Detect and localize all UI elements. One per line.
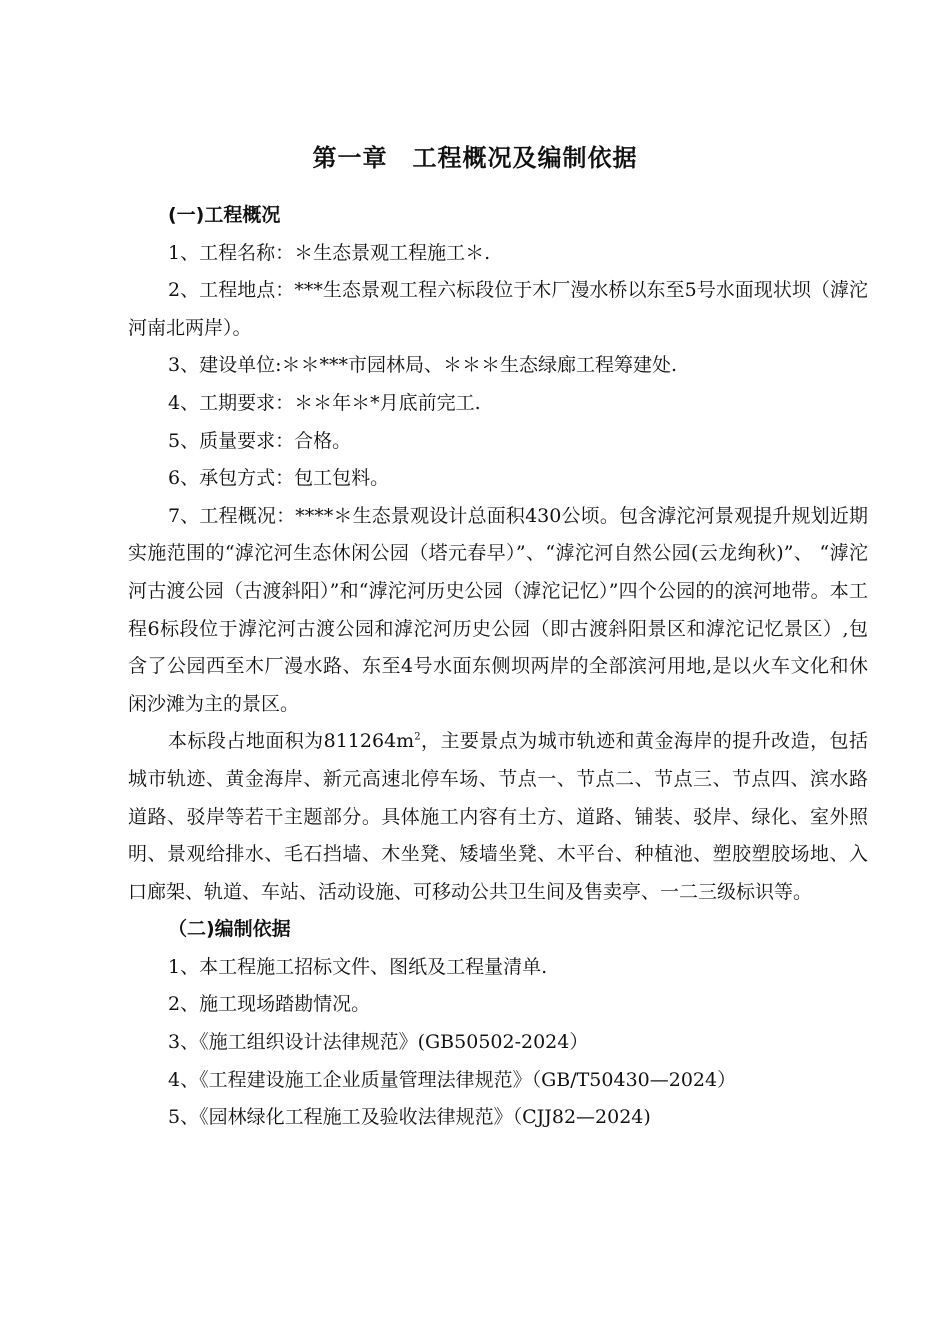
basis-item-3: 3、《施工组织设计法律规范》(GB50502-2024） [168, 1031, 589, 1054]
chapter-title: 第一章 工程概况及编制依据 [312, 144, 638, 172]
area-paragraph [128, 723, 868, 911]
document-body [128, 197, 868, 1137]
overview-item-owner: 3、建设单位:＊＊***市园林局、＊＊＊生态绿廊工程筹建处. [168, 354, 678, 377]
basis-item-5: 5、《园林绿化工程施工及验收法律规范》（CJJ82—2024) [168, 1106, 651, 1129]
overview-item-summary: 7、工程概况：****＊生态景观设计总面积430公顷。包含滹沱河景观提升规划近期实施范围的“滹沱河生态休闲公园（塔元春早）”、“滹沱河自然公园(云龙绚秋)”、 “滹沱河古渡公园（古渡斜阳）”和“滹沱河历史公园（滹沱记忆）”四个公园的的滨河地带。本工程6标段位于滹沱河古渡公园和滹沱河历史公园（即古渡斜阳景区和滹沱记忆景区）,包含了公园西至木厂漫水路、东至4号水面东侧坝两岸的全部滨河用地,是以火车文化和休闲沙滩为主的景区。 [128, 504, 868, 715]
basis-item-2: 2、施工现场踏勘情况。 [168, 993, 371, 1016]
overview-item-name: 1、工程名称：＊生态景观工程施工＊. [168, 241, 491, 264]
overview-item-location: 2、工程地点：***生态景观工程六标段位于木厂漫水桥以东至5号水面现状坝（滹沱河南北两岸）。 [128, 279, 868, 339]
basis-item-4: 4、《工程建设施工企业质量管理法律规范》（GB/T50430—2024） [168, 1068, 737, 1091]
overview-item-contract: 6、承包方式：包工包料。 [168, 467, 390, 490]
section-heading-overview: (一)工程概况 [168, 204, 281, 226]
area-unit-superscript: 2 [414, 731, 421, 743]
section-heading-basis: （二)编制依据 [168, 918, 291, 941]
overview-item-quality: 5、质量要求：合格。 [168, 429, 352, 452]
overview-item-schedule: 4、工期要求：＊＊年＊*月底前完工. [168, 391, 481, 414]
basis-item-1: 1、本工程施工招标文件、图纸及工程量清单. [168, 955, 548, 978]
area-text-before: 本标段占地面积为811264m [168, 730, 415, 753]
area-text-after: ，主要景点为城市轨迹和黄金海岸的提升改造，包括城市轨迹、黄金海岸、新元高速北停车场、节点一、节点二、节点三、节点四、滨水路道路、驳岸等若干主题部分。具体施工内容有土方、道路、铺装、驳岸、绿化、室外照明、景观给排水、毛石挡墙、木坐凳、矮墙坐凳、木平台、种植池、塑胶塑胶场地、入口廊架、轨道、车站、活动设施、可移动公共卫生间及售卖亭、一二三级标识等。 [128, 730, 868, 903]
